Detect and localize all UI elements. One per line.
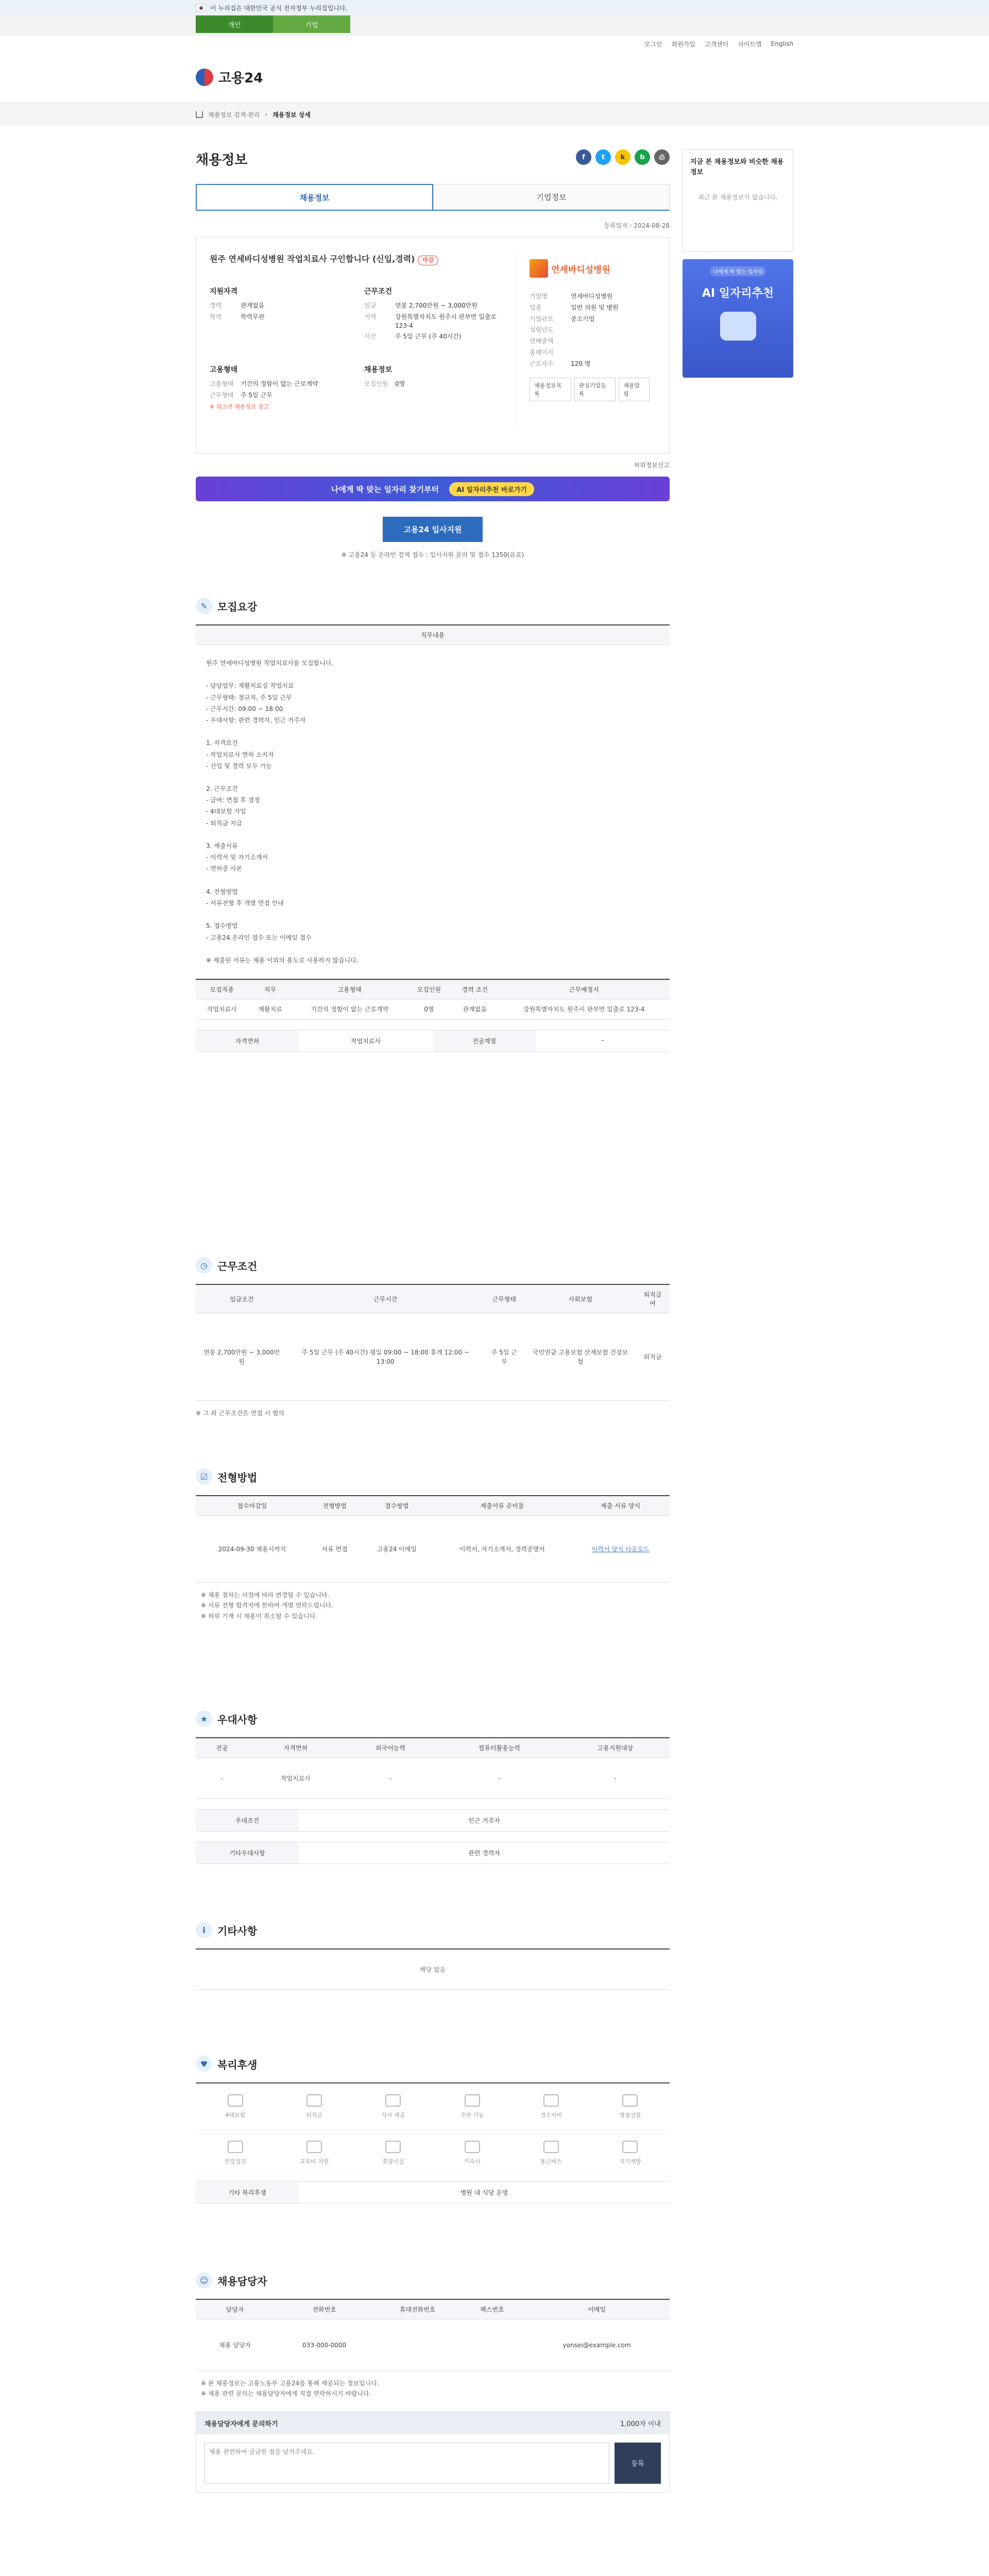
kv-value: 기간의 정함이 없는 근로계약 [241,380,318,388]
welfare-label: 통근버스 [540,2158,562,2165]
toggle-company[interactable]: 기업 [273,15,350,33]
welfare-label: 명절선물 [619,2111,641,2119]
section-header [196,598,670,614]
welfare-label: 교육비 지원 [299,2158,329,2165]
kv-value: 연세바디성병원 [571,293,613,300]
book-icon [306,2141,322,2153]
section-header [196,1710,670,1727]
house-icon [465,2141,480,2153]
facebook-icon[interactable]: f [576,149,591,165]
print-icon[interactable]: ⎙ [654,149,670,165]
gov-banner [0,0,989,15]
welfare-label: 식사 제공 [381,2111,405,2119]
gov-banner-text: 이 누리집은 대한민국 공식 전자정부 누리집입니다. [210,4,348,12]
kv-row [530,292,650,301]
kv-value: 120 명 [571,360,591,367]
table-header: 전화번호 [274,2299,374,2319]
ai-recommend-banner[interactable] [196,477,670,501]
gift-icon: ♥ [196,2056,212,2072]
welfare-label: 기숙사 [464,2158,481,2165]
section-title: 우대사항 [217,1713,258,1726]
table-header-row [196,1738,670,1758]
welfare-item [196,2130,275,2176]
pair-key: 전공계열 [433,1030,536,1052]
util-help[interactable]: 고객센터 [704,40,729,48]
pair-cell [433,1030,670,1052]
note-item: ※ 허위 기재 시 채용이 취소될 수 있습니다. [201,1612,318,1620]
table-row [196,1313,670,1401]
table-cell: 작업치료사 [196,999,248,1020]
util-login[interactable]: 로그인 [644,40,662,48]
pair-cell [196,1030,433,1052]
job-summary-grid-2 [210,364,498,411]
company-logo [530,253,622,284]
table-header: 팩스번호 [461,2299,524,2319]
contact-notes [196,2378,670,2399]
growth-icon [622,2141,638,2153]
company-summary [516,253,650,428]
welfare-label: 자기계발 [619,2158,641,2165]
table-header: 제출 서류 양식 [571,1496,670,1516]
kv-key: 지역 [364,313,377,320]
star-icon: ★ [196,1710,212,1727]
welfare-label: 4대보험 [225,2111,246,2119]
recruit-info-title: 채용정보 [364,366,393,375]
note-item: ※ 채용 관련 문의는 채용담당자에게 직접 연락하시기 바랍니다. [201,2390,371,2398]
welfare-label: 주차 가능 [460,2111,484,2119]
kv-row [364,380,498,388]
bus-icon [543,2141,559,2153]
insurance-icon [228,2094,243,2107]
table-cell: 2024-09-30 채용시까지 [196,1516,309,1583]
table-header: 전형방법 [309,1496,361,1516]
kv-row [364,332,498,341]
table-header: 담당자 [196,2299,274,2319]
twitter-icon[interactable]: t [595,149,611,165]
qualification-title: 지원자격 [210,287,238,296]
section-title: 근무조건 [217,1260,258,1273]
table-cell: 연봉 2,700만원 ~ 3,000만원 [196,1313,287,1401]
job-list-button[interactable]: 채용정보목록 [530,378,571,401]
tab-company[interactable]: 기업정보 [433,184,670,210]
table-cell: 채용 담당자 [196,2319,274,2371]
table-cell [374,2319,461,2371]
kv-key: 기업명 [530,293,548,300]
main-content [196,134,670,2468]
util-nav [0,36,989,52]
pref-table [196,1737,670,1799]
section-title: 전형방법 [217,1471,258,1484]
section-title: 기타사항 [217,1924,258,1937]
status-badge: 마감 [418,256,438,265]
table-row [196,1758,670,1799]
kv-key: 시간 [364,333,377,341]
note-item: ※ 채용 절차는 사정에 따라 변경될 수 있습니다. [201,1591,330,1599]
money-icon [306,2094,322,2107]
table-cell [461,2319,524,2371]
kv-row [530,360,650,368]
report-link[interactable]: 허위정보신고 [634,462,670,469]
company-logo-text: 연세바디성병원 [551,264,610,275]
kv-key: 연매출액 [530,337,554,345]
table-header: 외국어능력 [343,1738,438,1758]
health-icon [228,2141,243,2153]
gift-box-icon [622,2094,638,2107]
pair-value: - [601,1037,604,1044]
logo-text: 고용24 [218,71,263,86]
page-title: 채용정보 [196,152,248,168]
table-header: 사회보험 [525,1284,636,1313]
kv-key: 기업규모 [530,315,554,323]
kv-row [210,380,344,388]
job-title-text: 원주 연세바디성병원 작업치료사 구인합니다 (신입,경력) [210,254,415,264]
welfare-item [591,2083,670,2130]
duty-body: 원주 연세바디성병원 작업치료사를 모집합니다. - 담당업무: 재활치료실 작업치료 - 근무형태: 정규직, 주 5일 근무 - 근무시간: 09:00 ~ 18:00 - 우대사항: 관련 경력자, 인근 거주자 1. 자격요건 - 작업치료사 면허 소지자 - 신입 및 경력 모두 가능 2. 근무조건 - 급여: 면접 후 결정 - 4대보험 가입 - 퇴직금 지급 3. 제출서류 - 이력서 및 자기소개서 - 면허증 사본 4. 전형방법 - 서류전형 후 개별 면접 안내 5. 접수방법 - 고용24 온라인 접수 또는 이메일 접수 ※ 제출된 서류는 채용 이외의 용도로 사용하지 않습니다. [196,645,670,979]
table-header-row [196,2299,670,2319]
ai-recommend-card[interactable] [683,259,793,378]
company-info-list [530,292,650,368]
kv-key: 경력 [210,302,222,309]
table-header: 전공 [196,1738,248,1758]
pair-key: 기타 복리후생 [196,2182,299,2203]
table-header: 컴퓨터활용능력 [438,1738,561,1758]
breadcrumb-current: 채용정보 상세 [272,111,311,118]
table-row [196,999,670,1020]
work-condition-title: 근무조건 [364,287,393,296]
kv-key: 근무형태 [210,391,234,399]
table-header: 모집직종 [196,979,248,999]
pref-pair [196,1809,670,1832]
util-signup[interactable]: 회원가입 [671,40,695,48]
duty-box [196,624,670,979]
qna-hint: 1,000자 이내 [620,2420,661,2428]
table-header: 퇴직급여 [636,1284,670,1313]
table-header: 근무시간 [287,1284,483,1313]
kakao-icon[interactable]: k [615,149,630,165]
section-workcond [196,1257,670,1418]
qna-submit-button[interactable]: 등록 [615,2443,661,2484]
kv-row [210,391,344,400]
sidebar-title: 지금 본 채용정보와 비슷한 채용정보 [690,158,784,176]
qualification-block [210,286,344,344]
table-cell: 고용24 이메일 [361,1516,433,1583]
kv-value: 강원특별자치도 원주시 판부면 일출로 123-4 [395,313,497,329]
kv-value: 학력무관 [241,313,265,320]
envelope-icon [543,2094,559,2107]
kv-value: 주 5일 근무 (주 40시간) [395,333,462,341]
clock-icon: ◷ [196,1257,212,1274]
pair-key: 기타우대사항 [196,1842,299,1863]
util-english[interactable]: English [771,40,793,47]
table-cell: yonsei@example.com [524,2319,670,2371]
section-etc [196,1922,670,1990]
breadcrumb [0,103,989,126]
breadcrumb-sep-icon: › [265,111,268,118]
table-cell: 주 5일 근무 (주 40시간) 평일 09:00 ~ 18:00 휴게 12:00 ~ 13:00 [287,1313,483,1401]
kv-row [364,313,498,330]
table-header: 모집인원 [407,979,451,999]
flag-icon [196,4,206,11]
logo-mark-icon [196,69,213,86]
job-alert-button[interactable]: 채용알림 [619,378,650,401]
detail-tabs [196,184,670,211]
table-cell: - [561,1758,670,1799]
kv-row [364,301,498,310]
process-table [196,1495,670,1583]
section-title: 복리후생 [217,2058,258,2071]
ad-pill-button[interactable]: AI 일자리추천 바로가기 [449,482,534,496]
qna-header [196,2412,669,2434]
work-note: ※ 그 외 근무조건은 면접 시 협의 [196,1410,285,1417]
form-download-link[interactable]: 이력서 양식 다운로드 [571,1516,670,1583]
util-sitemap[interactable]: 사이트맵 [738,40,762,48]
breadcrumb-item[interactable]: 채용정보 검색·관리 [208,111,260,118]
table-cell: 관계없음 [451,999,498,1020]
site-header [0,52,989,103]
kv-row [530,303,650,312]
section-header [196,2272,670,2289]
welfare-item [196,2083,275,2130]
section-title: 모집요강 [217,600,258,613]
apply-note: ※ 고용24 등 온라인 검색 접수 : 입사지원 문의 및 접수 1350(유료) [341,551,524,558]
welfare-label: 건강검진 [224,2158,246,2165]
contact-table [196,2299,670,2371]
section-header [196,1257,670,1274]
robot-icon [720,312,756,341]
table-header: 제출서류 준비물 [433,1496,572,1516]
section-welfare [196,2056,670,2204]
table-header: 휴대전화번호 [374,2299,461,2319]
kv-key: 고용형태 [210,380,234,388]
table-header: 직무 [248,979,292,999]
section-contact [196,2272,670,2493]
kv-value: 일반 의원 및 병원 [571,303,619,311]
resort-icon [385,2141,401,2153]
similar-jobs-box [683,149,793,252]
welfare-pair [196,2181,670,2204]
table-header: 임금조건 [196,1284,287,1313]
favorite-company-button[interactable]: 관심기업등록 [574,378,616,401]
table-row [196,2319,670,2371]
company-logo-icon [530,259,548,278]
pair-cell [196,2182,670,2203]
table-header: 경력 조건 [451,979,498,999]
kv-key: 홈페이지 [530,348,554,356]
table-cell: 작업치료사 [248,1758,343,1799]
pair-value: 작업치료사 [351,1038,381,1045]
kv-value: 중소기업 [571,315,595,323]
ad-text: 나에게 딱 맞는 일자리 찾기부터 [331,484,439,494]
kv-key: 설립년도 [530,326,554,334]
share-buttons [576,149,670,165]
kv-value: 관계없음 [241,302,265,309]
job-title [210,253,467,265]
table-header: 고용형태 [293,979,407,999]
welfare-item [275,2130,353,2176]
section-header [196,2056,670,2072]
sidebar-empty: 최근 본 채용정보가 없습니다. [698,194,778,201]
pair-cell [196,1842,670,1863]
parking-icon [465,2094,480,2107]
pref-pair [196,1842,670,1864]
pair-cell [196,1810,670,1831]
document-icon: ✎ [196,598,212,614]
qna-title: 채용담당자에게 문의하기 [204,2420,278,2428]
table-cell: 기간의 정함이 없는 근로계약 [293,999,407,1020]
job-summary-box [196,237,670,453]
work-table [196,1284,670,1401]
kv-row [530,337,650,346]
welfare-label: 경조사비 [540,2111,562,2119]
table-header-row [196,1496,670,1516]
company-buttons [530,378,650,401]
meal-icon [385,2094,401,2107]
section-recruit [196,598,670,1052]
welfare-item [275,2083,353,2130]
table-header: 고용지원대상 [561,1738,670,1758]
table-row [196,1516,670,1583]
section-process [196,1468,670,1621]
qna-box [196,2412,670,2493]
section-header [196,1922,670,1938]
info-icon: i [196,1922,212,1938]
kv-row [210,301,344,310]
table-cell: 재활치료 [248,999,292,1020]
checklist-icon: ☑ [196,1468,212,1485]
table-cell: 퇴직금 [636,1313,670,1401]
table-cell: 강원특별자치도 원주시 판부면 일출로 123-4 [498,999,670,1020]
kv-value: 주 5일 근무 [241,391,272,399]
ai-badge: 나에게 딱 맞는 일자리 [710,266,765,276]
pair-value: 관련 경력자 [468,1850,500,1857]
kv-value: 연봉 2,700만원 ~ 3,000만원 [395,302,478,309]
table-header: 근무예정지 [498,979,670,999]
recruit-pairs [196,1030,670,1052]
table-cell: - [438,1758,561,1799]
kv-row [530,348,650,357]
welfare-item [433,2130,511,2176]
apply-button[interactable]: 고용24 입사지원 [383,517,482,542]
section-preference [196,1710,670,1864]
employment-type-title: 고용형태 [210,366,238,375]
welfare-label: 휴양시설 [382,2158,404,2165]
table-cell: 033-000-0000 [274,2319,374,2371]
table-cell: 이력서, 자기소개서, 경력증명서 [433,1516,572,1583]
etc-body: 해당 없음 [196,1948,670,1990]
table-cell: 국민연금 고용보험 산재보험 건강보험 [525,1313,636,1401]
pair-value: 인근 거주자 [468,1817,500,1824]
kv-key: 근로자수 [530,360,554,367]
note-item: ※ 본 채용정보는 고용노동부 고용24를 통해 제공되는 정보입니다. [201,2380,379,2387]
home-icon[interactable] [196,111,203,118]
table-header: 이메일 [524,2299,670,2319]
recruit-table [196,979,670,1020]
note-item: ※ 서류 전형 합격자에 한하여 개별 연락드립니다. [201,1602,334,1609]
qna-input[interactable] [204,2443,609,2484]
duty-header: 직무내용 [196,625,670,645]
employment-type-block [210,364,344,411]
table-cell: 주 5일 근무 [483,1313,525,1401]
table-header: 근무형태 [483,1284,525,1313]
work-condition-block [364,286,498,344]
employment-note: ※ 워크넷 채용정보 참고 [210,403,269,410]
table-header: 접수방법 [361,1496,433,1516]
welfare-item [591,2130,670,2176]
kv-key: 업종 [530,303,542,311]
table-header-row [196,1284,670,1313]
toggle-personal[interactable]: 개인 [196,15,273,33]
welfare-item [354,2130,433,2176]
table-header: 접수마감일 [196,1496,309,1516]
site-logo[interactable] [196,67,263,87]
kv-row [210,313,344,321]
table-cell: - [196,1758,248,1799]
welfare-item [511,2130,590,2176]
recruit-info-block [364,364,498,411]
tab-job[interactable]: 채용정보 [196,184,433,210]
table-cell: - [343,1758,438,1799]
welfare-item [433,2083,511,2130]
kv-key: 모집인원 [364,380,388,388]
kv-row [530,326,650,334]
pair-value: 병원 내 식당 운영 [460,2189,508,2196]
kv-key: 학력 [210,313,222,320]
section-title: 채용담당자 [217,2275,267,2287]
table-cell: 서류 면접 [309,1516,361,1583]
person-icon: ☺ [196,2272,212,2289]
pair-key: 우대조건 [196,1810,299,1831]
kv-key: 임금 [364,302,377,309]
welfare-grid [196,2082,670,2176]
table-header-row [196,979,670,999]
kv-value: 0명 [395,380,405,388]
welfare-label: 퇴직금 [306,2111,322,2119]
welfare-item [354,2083,433,2130]
process-notes [196,1590,670,1621]
blog-icon[interactable]: b [635,149,650,165]
table-header: 자격면허 [248,1738,343,1758]
section-header [196,1468,670,1485]
sidebar [683,149,793,378]
apply-area [196,517,670,559]
welfare-item [511,2083,590,2130]
job-summary-grid [210,286,498,344]
qna-body [196,2434,669,2492]
register-date: 등록일자 : 2024-08-28 [604,222,670,229]
table-cell: 0명 [407,999,451,1020]
ai-title: AI 일자리추천 [702,287,774,300]
pair-key: 자격면허 [196,1030,299,1052]
user-toggle [0,15,989,36]
kv-row [530,315,650,324]
